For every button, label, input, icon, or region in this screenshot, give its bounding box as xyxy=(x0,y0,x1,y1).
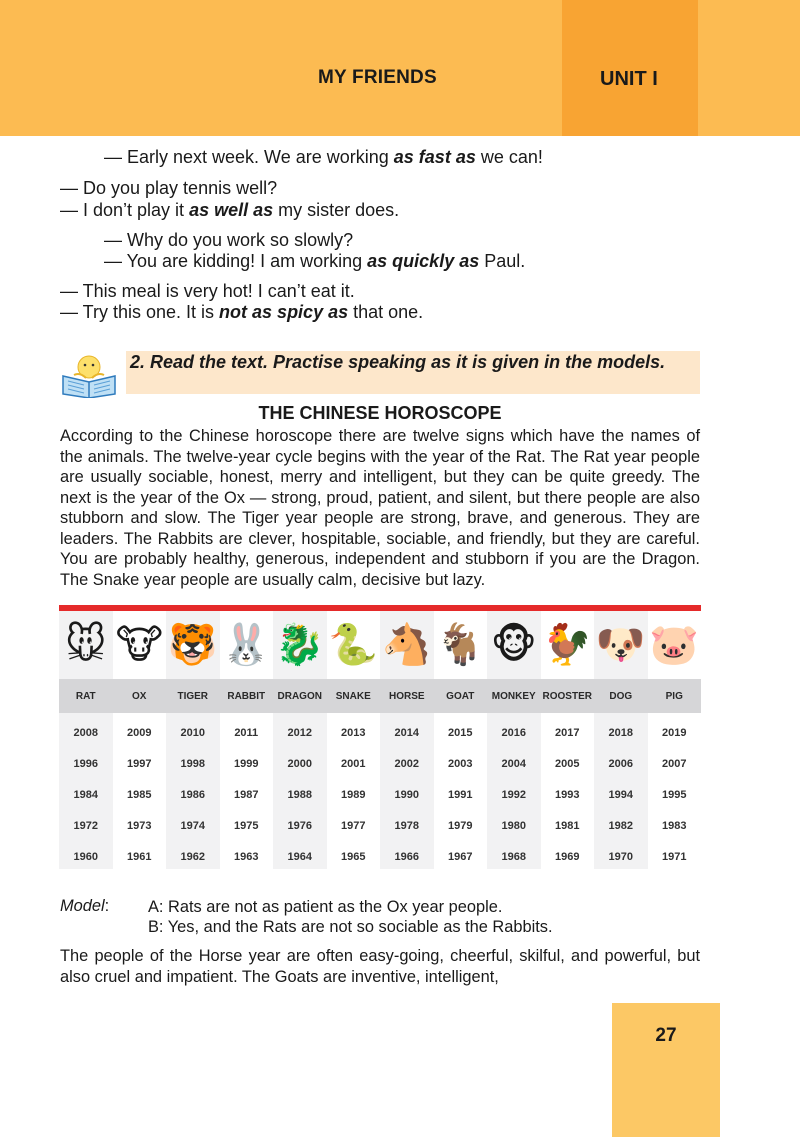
year-cell: 2008 xyxy=(73,726,98,739)
table-column-dog xyxy=(594,611,648,869)
dialogue-line: — I don’t play it as well as my sister does. xyxy=(60,200,400,220)
exercise-instruction: 2. Read the text. Practise speaking as it is given in the models. xyxy=(130,352,666,372)
year-cell: 2015 xyxy=(448,726,473,739)
animal-name: GOAT xyxy=(434,679,488,713)
year-cell: 1990 xyxy=(394,788,419,801)
year-cell: 1987 xyxy=(234,788,259,801)
year-cell: 1974 xyxy=(180,819,205,832)
year-cell: 1984 xyxy=(73,788,98,801)
dialogue-line: — You are kidding! I am working as quickly as Paul. xyxy=(104,251,526,271)
animal-name: RAT xyxy=(59,679,113,713)
year-cell: 2019 xyxy=(662,726,687,739)
dog-animal-icon: 🐶 xyxy=(595,623,646,667)
horse-animal-icon: 🐴 xyxy=(381,623,432,667)
ox-animal-icon: 🐮 xyxy=(115,623,163,667)
year-cell: 1999 xyxy=(234,757,259,770)
rabbit-animal-icon: 🐰 xyxy=(221,623,272,667)
table-column-monkey xyxy=(487,611,541,869)
year-cell: 1965 xyxy=(341,850,366,863)
table-column-rat xyxy=(59,611,113,869)
year-cell: 1982 xyxy=(608,819,633,832)
year-cell: 2017 xyxy=(555,726,580,739)
year-cell: 1964 xyxy=(287,850,312,863)
table-column-dragon xyxy=(273,611,327,869)
page-number: 27 xyxy=(655,1025,677,1046)
rat-animal-icon: 🐭 xyxy=(64,623,107,667)
monkey-animal-icon: 🐵 xyxy=(490,623,537,667)
unit-label: UNIT I xyxy=(600,68,658,90)
year-cell: 2012 xyxy=(287,726,312,739)
year-cell: 2004 xyxy=(501,757,526,770)
model-line-b: B: Yes, and the Rats are not so sociable as the Rabbits. xyxy=(148,918,553,936)
year-cell: 1980 xyxy=(501,819,526,832)
table-column-pig xyxy=(648,611,702,869)
dialogue-line: — Try this one. It is not as spicy as that one. xyxy=(60,302,424,322)
page-number-box xyxy=(612,1003,720,1137)
dialogue-line: — Why do you work so slowly? xyxy=(104,230,354,250)
pig-animal-icon: 🐷 xyxy=(649,623,700,667)
table-column-rooster xyxy=(541,611,595,869)
year-cell: 2001 xyxy=(341,757,366,770)
year-cell: 2002 xyxy=(394,757,419,770)
horoscope-paragraph: According to the Chinese horoscope there are twelve signs which have the names of the animals. The twelve-year cycle begins with the year of the Rat. The Rat year people are usually sociable, honest, merry and intelligent, but they can be quite greedy. The next is the year of the Ox — strong, proud, patient, and silent, but there people are also stubborn and slow. The Tiger year people are strong, brave, and generous. They are leaders. The Rabbits are clever, hospitable, sociable, and friendly, but they are careful. You are probably healthy, generous, independent and stubborn if you are the Dragon. The Snake year people are usually calm, decisive but lazy. xyxy=(60,427,700,589)
year-cell: 1972 xyxy=(73,819,98,832)
year-cell: 1998 xyxy=(180,757,205,770)
year-cell: 1988 xyxy=(287,788,312,801)
rooster-animal-icon: 🐓 xyxy=(542,623,593,667)
year-cell: 1968 xyxy=(501,850,526,863)
year-cell: 1995 xyxy=(662,788,687,801)
year-cell: 1985 xyxy=(127,788,152,801)
year-cell: 1979 xyxy=(448,819,473,832)
horse-paragraph: The people of the Horse year are often easy-going, cheerful, skilful, and powerful, but also cruel and impatient. The Goats are inventive, intelligent, xyxy=(60,947,700,986)
animal-name: DOG xyxy=(594,679,648,713)
horoscope-table xyxy=(59,605,701,869)
animal-name: ROOSTER xyxy=(541,679,595,713)
dialogue-line: — Early next week. We are working as fast as we can! xyxy=(104,147,543,167)
year-cell: 1981 xyxy=(555,819,580,832)
year-cell: 1993 xyxy=(555,788,580,801)
year-cell: 2014 xyxy=(394,726,419,739)
year-cell: 2005 xyxy=(555,757,580,770)
year-cell: 1996 xyxy=(73,757,98,770)
year-cell: 1989 xyxy=(341,788,366,801)
animal-name: MONKEY xyxy=(487,679,541,713)
year-cell: 1970 xyxy=(608,850,633,863)
year-cell: 1966 xyxy=(394,850,419,863)
year-cell: 1969 xyxy=(555,850,580,863)
table-column-horse xyxy=(380,611,434,869)
year-cell: 1986 xyxy=(180,788,205,801)
tiger-animal-icon: 🐯 xyxy=(167,623,218,667)
year-cell: 1997 xyxy=(127,757,152,770)
year-cell: 2018 xyxy=(608,726,633,739)
year-cell: 2016 xyxy=(501,726,526,739)
animal-name: OX xyxy=(113,679,167,713)
goat-animal-icon: 🐐 xyxy=(435,623,486,667)
animal-name: RABBIT xyxy=(220,679,274,713)
year-cell: 1977 xyxy=(341,819,366,832)
year-cell: 1992 xyxy=(501,788,526,801)
table-column-goat xyxy=(434,611,488,869)
table-column-snake xyxy=(327,611,381,869)
table-column-ox xyxy=(113,611,167,869)
animal-name: DRAGON xyxy=(273,679,327,713)
year-cell: 2009 xyxy=(127,726,152,739)
chapter-title: MY FRIENDS xyxy=(318,67,437,88)
year-cell: 2010 xyxy=(180,726,205,739)
animal-name: SNAKE xyxy=(327,679,381,713)
model-label: Model: xyxy=(60,897,110,915)
year-cell: 1971 xyxy=(662,850,687,863)
year-cell: 2000 xyxy=(287,757,312,770)
table-column-rabbit xyxy=(220,611,274,869)
year-cell: 1962 xyxy=(180,850,205,863)
year-cell: 1983 xyxy=(662,819,687,832)
dragon-animal-icon: 🐉 xyxy=(274,623,325,667)
section-heading: THE CHINESE HOROSCOPE xyxy=(258,403,502,423)
year-cell: 1976 xyxy=(287,819,312,832)
reading-book-icon xyxy=(60,352,118,398)
year-cell: 1961 xyxy=(127,850,152,863)
year-cell: 1978 xyxy=(394,819,419,832)
dialogue-line: — Do you play tennis well? xyxy=(60,178,278,198)
year-cell: 1960 xyxy=(73,850,98,863)
animal-name: HORSE xyxy=(380,679,434,713)
year-cell: 1991 xyxy=(448,788,473,801)
year-cell: 2007 xyxy=(662,757,687,770)
snake-animal-icon: 🐍 xyxy=(328,623,379,667)
year-cell: 2013 xyxy=(341,726,366,739)
animal-name: PIG xyxy=(648,679,702,713)
model-line-a: A: Rats are not as patient as the Ox year people. xyxy=(148,898,503,916)
year-cell: 2011 xyxy=(234,726,259,739)
table-column-tiger xyxy=(166,611,220,869)
year-cell: 2006 xyxy=(608,757,633,770)
year-cell: 1967 xyxy=(448,850,473,863)
dialogue-line: — This meal is very hot! I can’t eat it. xyxy=(60,281,355,301)
year-cell: 1975 xyxy=(234,819,259,832)
year-cell: 2003 xyxy=(448,757,473,770)
year-cell: 1963 xyxy=(234,850,259,863)
year-cell: 1973 xyxy=(127,819,152,832)
year-cell: 1994 xyxy=(608,788,633,801)
animal-name: TIGER xyxy=(166,679,220,713)
